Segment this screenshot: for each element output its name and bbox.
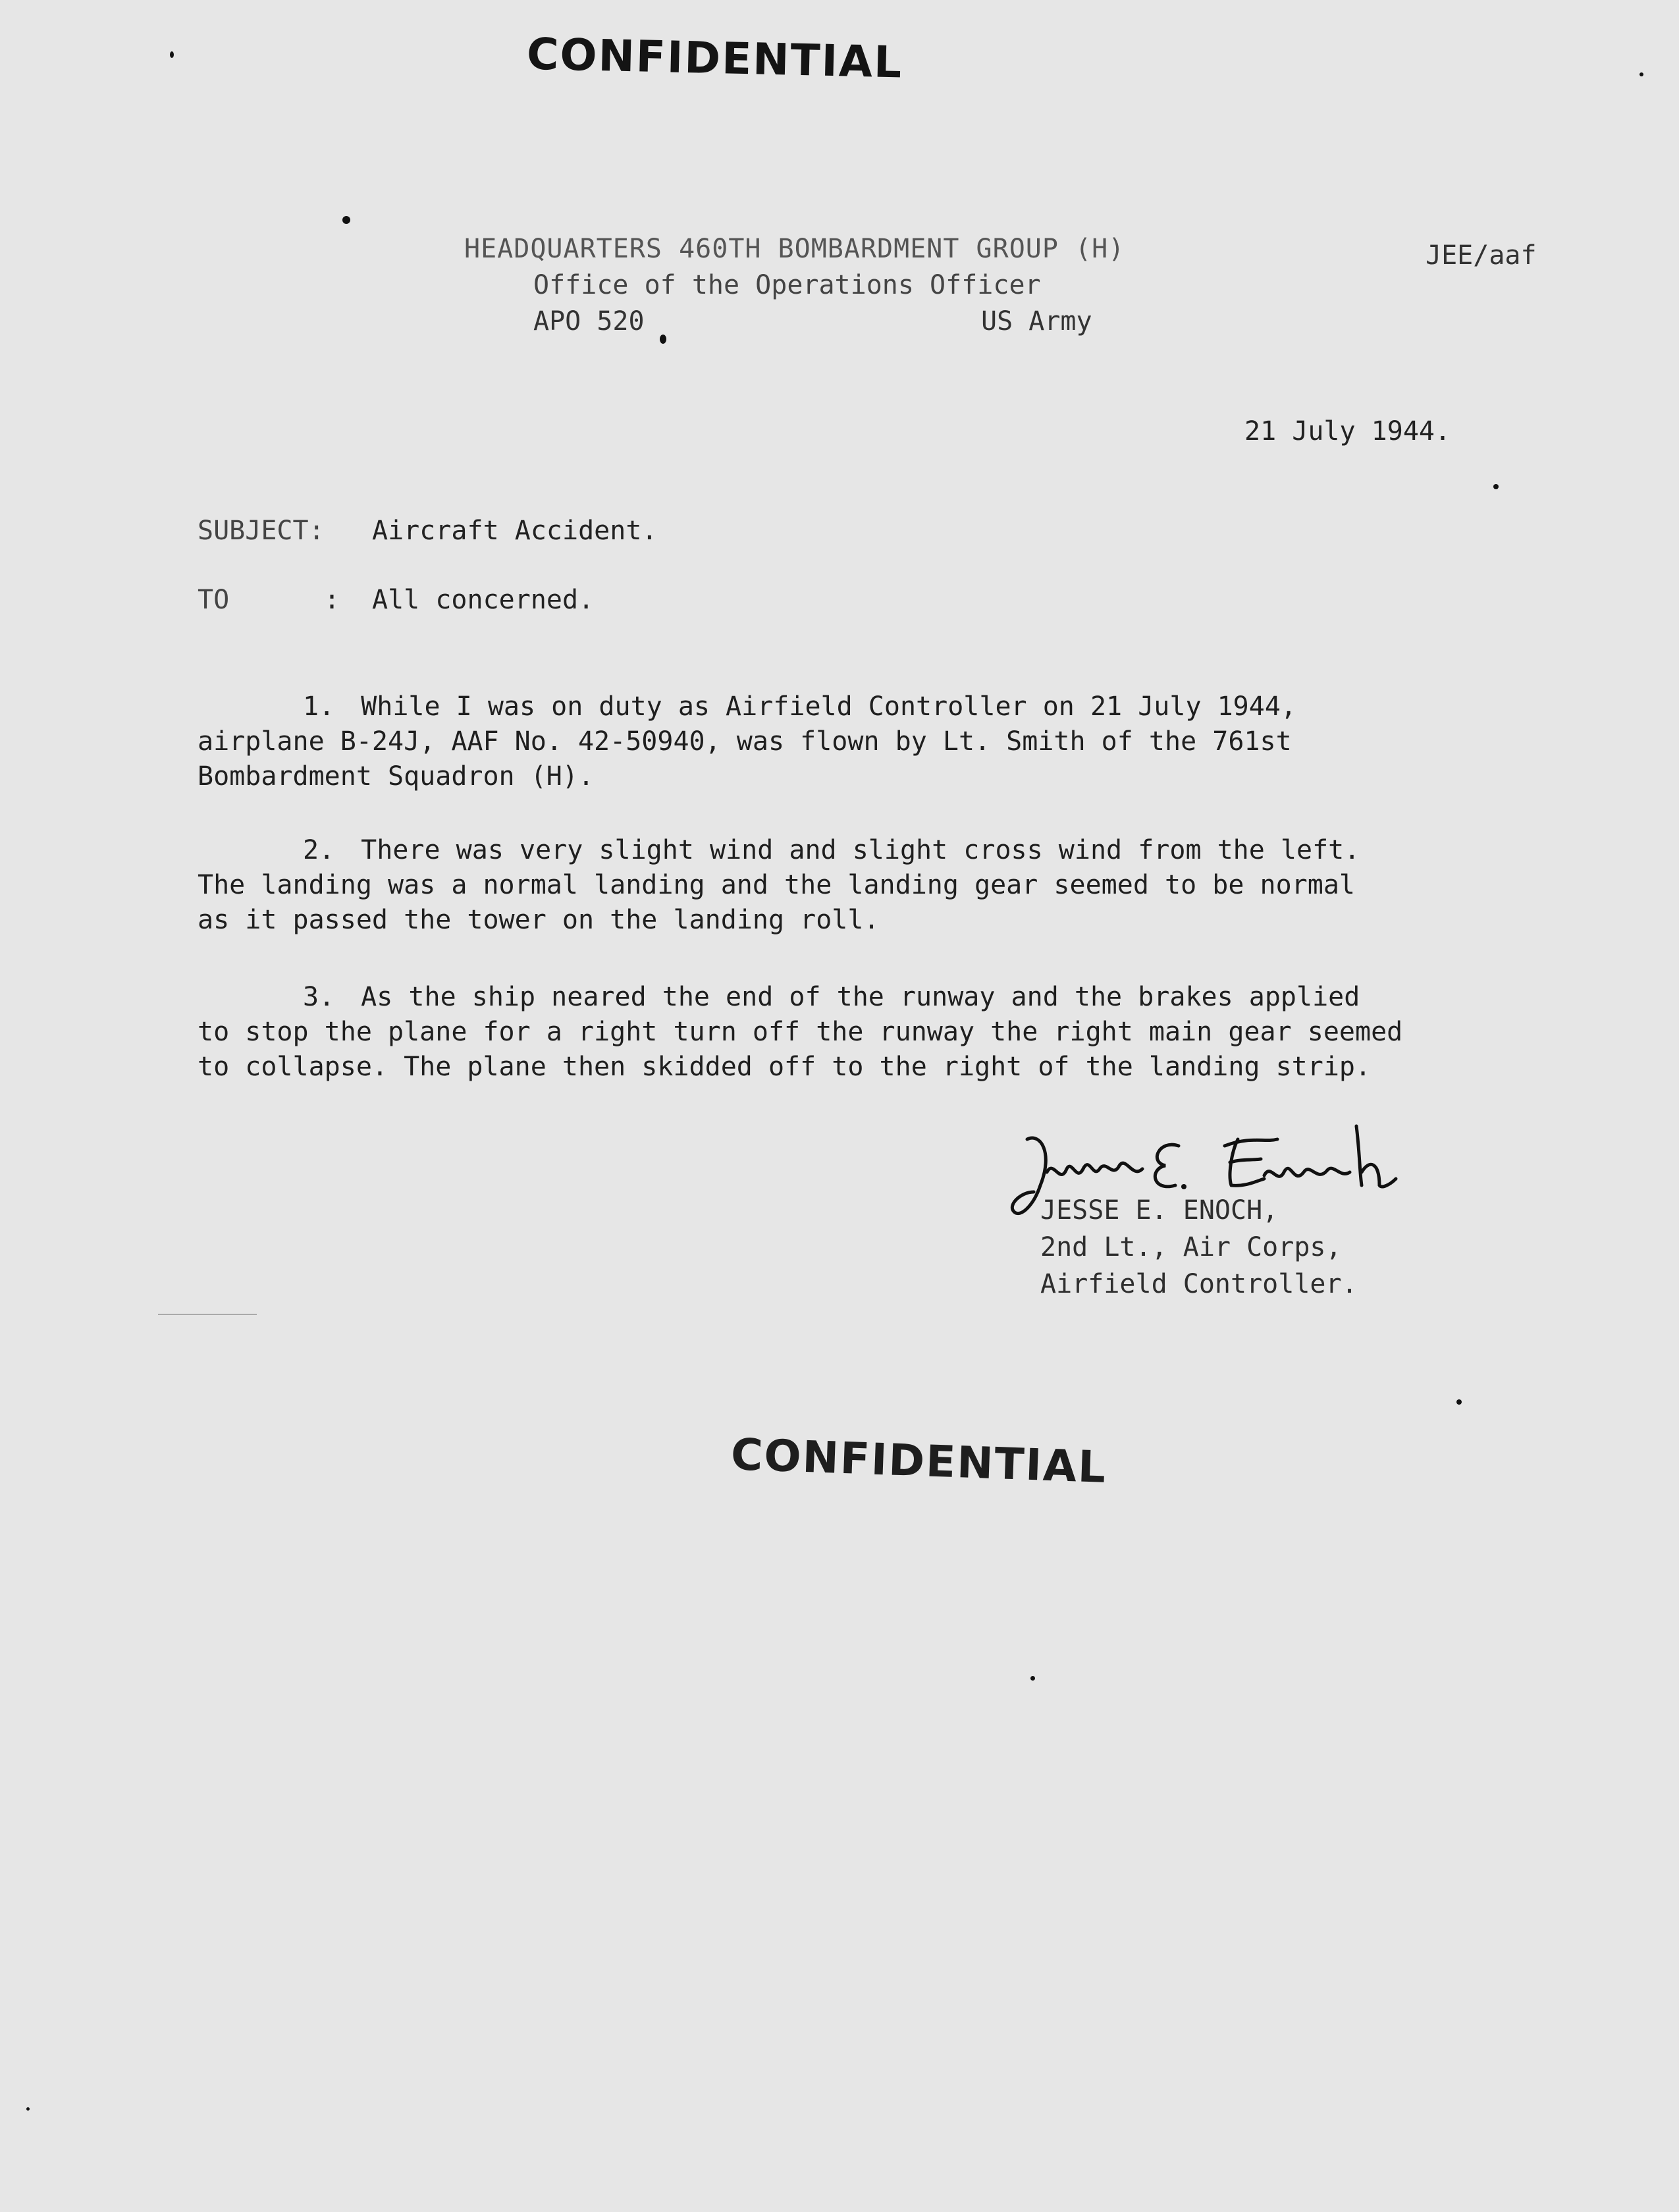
- confidential-stamp-top: CONFIDENTIAL: [526, 28, 904, 88]
- paragraph-3-number: 3.: [303, 982, 335, 1012]
- subject-value: Aircraft Accident.: [372, 516, 658, 546]
- scan-speck: [1030, 1676, 1035, 1681]
- memo-date: 21 July 1944.: [1244, 416, 1451, 446]
- apo-line: APO 520: [533, 306, 645, 337]
- paragraph-2-text: There was very slight wind and slight cross wind from the left. The landing was a normal landing and the landing gear seemed to be normal as it passed the tower on the landing roll.: [198, 835, 1360, 935]
- subject-label: SUBJECT:: [198, 516, 325, 546]
- paragraph-2-number: 2.: [303, 835, 335, 865]
- paragraph-1-text: While I was on duty as Airfield Controller on 21 July 1944, airplane B-24J, AAF No. 42-50940, was flown by Lt. Smith of the 761st Bombardment Squadron (H).: [198, 691, 1297, 792]
- office-line: Office of the Operations Officer: [533, 270, 1041, 300]
- to-label: TO: [198, 585, 230, 615]
- paragraph-3-text: As the ship neared the end of the runway and the brakes applied to stop the plane for a right turn off the runway the right main gear seemed to collapse. The plane then skidded off to the right of the landing strip.: [198, 982, 1403, 1082]
- paragraph-1: [198, 689, 1567, 794]
- scan-speck: [342, 216, 350, 224]
- confidential-stamp-bottom: CONFIDENTIAL: [730, 1429, 1108, 1493]
- signer-rank: 2nd Lt., Air Corps,: [1040, 1232, 1342, 1262]
- scan-speck: [660, 335, 666, 344]
- scan-speck: [26, 2107, 30, 2111]
- signer-name: JESSE E. ENOCH,: [1040, 1195, 1279, 1226]
- scan-speck: [1493, 484, 1499, 489]
- scan-speck: [1639, 72, 1643, 76]
- signature-block: [1040, 1192, 1358, 1303]
- paragraph-1-number: 1.: [303, 691, 335, 722]
- to-value: All concerned.: [372, 585, 595, 615]
- scan-speck: [1456, 1399, 1462, 1405]
- to-colon: :: [324, 585, 340, 615]
- scan-rule: [158, 1314, 257, 1315]
- army-line: US Army: [981, 306, 1092, 337]
- paragraph-2: [198, 833, 1567, 938]
- signer-title: Airfield Controller.: [1040, 1269, 1358, 1299]
- paragraph-3: [198, 980, 1567, 1085]
- scan-speck: [170, 51, 174, 58]
- reference-initials: JEE/aaf: [1426, 240, 1537, 271]
- headquarters-line: HEADQUARTERS 460TH BOMBARDMENT GROUP (H): [464, 234, 1125, 264]
